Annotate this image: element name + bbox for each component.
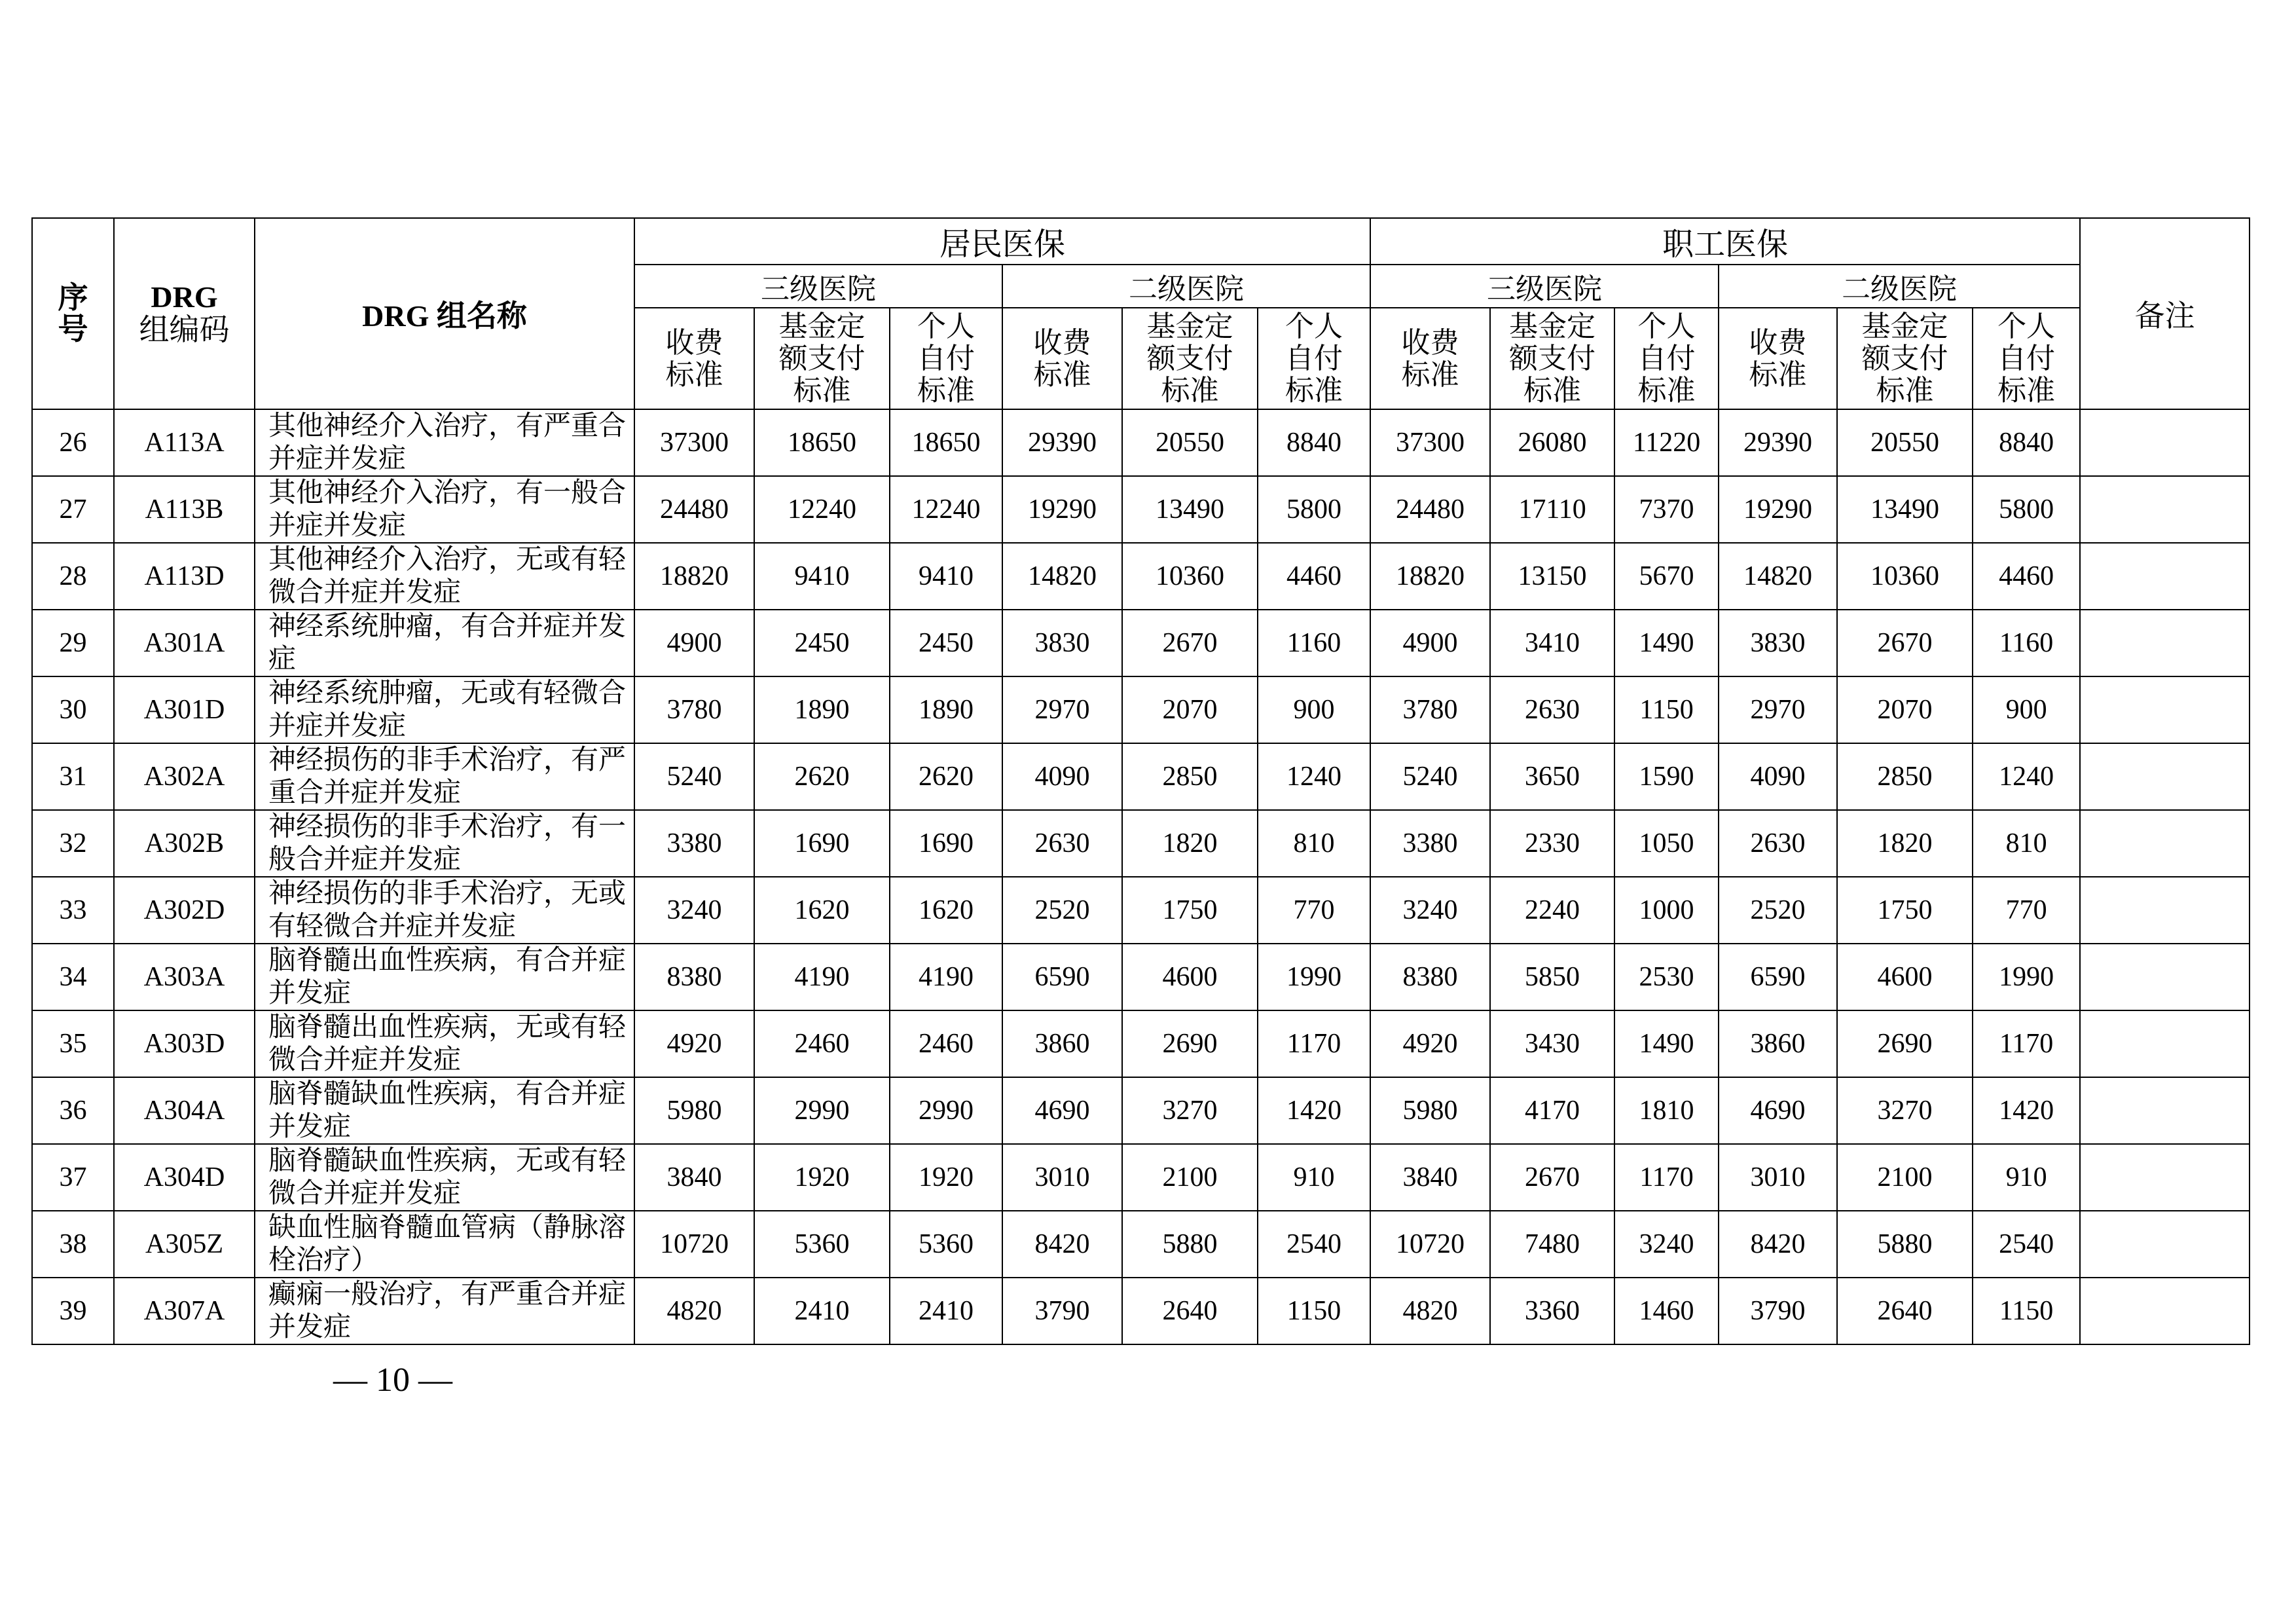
- cell-drg-code: A301A: [114, 610, 255, 676]
- cell-employee-tertiary-fee: 10720: [1370, 1211, 1490, 1278]
- table-row: [32, 1278, 2250, 1344]
- cell-resident-tertiary-fund: 1920: [754, 1144, 890, 1211]
- col-header-fee: 收费标准: [634, 308, 754, 409]
- cell-employee-tertiary-fund: 2330: [1490, 810, 1614, 877]
- cell-resident-secondary-fund: 2850: [1122, 743, 1258, 810]
- cell-resident-tertiary-fund: 1620: [754, 877, 890, 944]
- col-header-self-pay: 个人自付标准: [890, 308, 1002, 409]
- cell-drg-code: A113A: [114, 409, 255, 476]
- cell-drg-code: A307A: [114, 1278, 255, 1344]
- cell-employee-tertiary-self-pay: 1460: [1614, 1278, 1719, 1344]
- cell-seq: 32: [32, 810, 114, 877]
- cell-resident-secondary-self-pay: 2540: [1258, 1211, 1370, 1278]
- cell-drg-code: A302B: [114, 810, 255, 877]
- cell-employee-tertiary-fee: 4920: [1370, 1010, 1490, 1077]
- col-header-drg-code-line2: 组编码: [139, 313, 230, 346]
- cell-seq: 35: [32, 1010, 114, 1077]
- cell-seq: 30: [32, 676, 114, 743]
- cell-drg-name: 脑脊髓出血性疾病，有合并症并发症: [255, 944, 634, 1010]
- cell-seq: 36: [32, 1077, 114, 1144]
- col-header-fund: 基金定额支付标准: [1122, 308, 1258, 409]
- cell-resident-tertiary-fee: 24480: [634, 476, 754, 543]
- cell-employee-secondary-fund: 3270: [1837, 1077, 1973, 1144]
- cell-resident-secondary-self-pay: 1990: [1258, 944, 1370, 1010]
- table-row: [32, 610, 2250, 676]
- cell-resident-tertiary-fund: 2990: [754, 1077, 890, 1144]
- cell-resident-tertiary-self-pay: 1890: [890, 676, 1002, 743]
- cell-resident-tertiary-fee: 4820: [634, 1278, 754, 1344]
- cell-remark: [2080, 543, 2250, 610]
- cell-employee-secondary-self-pay: 2540: [1973, 1211, 2080, 1278]
- cell-drg-code: A304D: [114, 1144, 255, 1211]
- cell-resident-secondary-fund: 5880: [1122, 1211, 1258, 1278]
- cell-employee-tertiary-self-pay: 1590: [1614, 743, 1719, 810]
- cell-resident-secondary-self-pay: 1420: [1258, 1077, 1370, 1144]
- cell-resident-secondary-self-pay: 910: [1258, 1144, 1370, 1211]
- cell-employee-secondary-fee: 14820: [1719, 543, 1837, 610]
- cell-resident-tertiary-self-pay: 2620: [890, 743, 1002, 810]
- cell-resident-secondary-self-pay: 810: [1258, 810, 1370, 877]
- cell-employee-secondary-fee: 3830: [1719, 610, 1837, 676]
- cell-resident-tertiary-fee: 18820: [634, 543, 754, 610]
- cell-drg-code: A304A: [114, 1077, 255, 1144]
- cell-resident-tertiary-self-pay: 1920: [890, 1144, 1002, 1211]
- cell-resident-secondary-fund: 3270: [1122, 1077, 1258, 1144]
- cell-resident-secondary-self-pay: 8840: [1258, 409, 1370, 476]
- cell-employee-secondary-fee: 29390: [1719, 409, 1837, 476]
- cell-employee-tertiary-fee: 4820: [1370, 1278, 1490, 1344]
- cell-employee-secondary-fee: 2520: [1719, 877, 1837, 944]
- cell-employee-secondary-self-pay: 4460: [1973, 543, 2080, 610]
- cell-resident-tertiary-fund: 2460: [754, 1010, 890, 1077]
- cell-employee-secondary-fund: 20550: [1837, 409, 1973, 476]
- group-header-resident: 居民医保: [634, 218, 1370, 265]
- cell-drg-name: 脑脊髓缺血性疾病，无或有轻微合并症并发症: [255, 1144, 634, 1211]
- cell-drg-name: 脑脊髓出血性疾病，无或有轻微合并症并发症: [255, 1010, 634, 1077]
- cell-employee-secondary-fund: 5880: [1837, 1211, 1973, 1278]
- cell-resident-tertiary-fund: 18650: [754, 409, 890, 476]
- cell-employee-secondary-fund: 10360: [1837, 543, 1973, 610]
- cell-resident-tertiary-fund: 2410: [754, 1278, 890, 1344]
- cell-employee-secondary-self-pay: 1150: [1973, 1278, 2080, 1344]
- col-header-remark: 备注: [2080, 218, 2250, 409]
- cell-seq: 26: [32, 409, 114, 476]
- cell-employee-secondary-self-pay: 810: [1973, 810, 2080, 877]
- cell-employee-secondary-self-pay: 1240: [1973, 743, 2080, 810]
- cell-seq: 34: [32, 944, 114, 1010]
- cell-drg-name: 脑脊髓缺血性疾病，有合并症并发症: [255, 1077, 634, 1144]
- cell-employee-secondary-fee: 8420: [1719, 1211, 1837, 1278]
- cell-employee-secondary-fund: 4600: [1837, 944, 1973, 1010]
- col-header-self-pay: 个人自付标准: [1614, 308, 1719, 409]
- cell-resident-tertiary-fee: 8380: [634, 944, 754, 1010]
- cell-employee-secondary-self-pay: 1990: [1973, 944, 2080, 1010]
- cell-employee-secondary-fee: 2970: [1719, 676, 1837, 743]
- table-row: [32, 877, 2250, 944]
- cell-resident-secondary-fee: 3790: [1002, 1278, 1122, 1344]
- cell-employee-tertiary-fee: 3380: [1370, 810, 1490, 877]
- cell-resident-secondary-fee: 6590: [1002, 944, 1122, 1010]
- cell-employee-tertiary-self-pay: 11220: [1614, 409, 1719, 476]
- cell-employee-secondary-fee: 4690: [1719, 1077, 1837, 1144]
- cell-employee-tertiary-self-pay: 3240: [1614, 1211, 1719, 1278]
- cell-seq: 27: [32, 476, 114, 543]
- table-row: [32, 944, 2250, 1010]
- cell-resident-secondary-fee: 4090: [1002, 743, 1122, 810]
- cell-remark: [2080, 743, 2250, 810]
- cell-employee-tertiary-self-pay: 1490: [1614, 610, 1719, 676]
- table-row: [32, 1077, 2250, 1144]
- cell-seq: 37: [32, 1144, 114, 1211]
- cell-seq: 28: [32, 543, 114, 610]
- cell-employee-tertiary-fund: 4170: [1490, 1077, 1614, 1144]
- cell-employee-secondary-fund: 13490: [1837, 476, 1973, 543]
- cell-employee-secondary-self-pay: 770: [1973, 877, 2080, 944]
- cell-resident-secondary-fee: 19290: [1002, 476, 1122, 543]
- cell-employee-secondary-fee: 3790: [1719, 1278, 1837, 1344]
- col-header-fee: 收费标准: [1002, 308, 1122, 409]
- cell-resident-secondary-fee: 3010: [1002, 1144, 1122, 1211]
- cell-drg-code: A301D: [114, 676, 255, 743]
- col-header-fund: 基金定额支付标准: [1490, 308, 1614, 409]
- cell-employee-tertiary-fee: 5240: [1370, 743, 1490, 810]
- cell-drg-code: A303D: [114, 1010, 255, 1077]
- col-header-seq: 序号: [32, 218, 114, 409]
- cell-employee-secondary-self-pay: 1160: [1973, 610, 2080, 676]
- cell-resident-secondary-fee: 2630: [1002, 810, 1122, 877]
- cell-employee-tertiary-fee: 3780: [1370, 676, 1490, 743]
- cell-employee-secondary-fund: 1820: [1837, 810, 1973, 877]
- cell-resident-tertiary-self-pay: 1620: [890, 877, 1002, 944]
- cell-resident-secondary-self-pay: 1170: [1258, 1010, 1370, 1077]
- cell-employee-secondary-fee: 3860: [1719, 1010, 1837, 1077]
- subgroup-resident-secondary: 二级医院: [1002, 265, 1370, 308]
- cell-employee-tertiary-fee: 4900: [1370, 610, 1490, 676]
- cell-seq: 39: [32, 1278, 114, 1344]
- cell-resident-tertiary-fee: 5980: [634, 1077, 754, 1144]
- cell-drg-name: 神经损伤的非手术治疗，无或有轻微合并症并发症: [255, 877, 634, 944]
- cell-remark: [2080, 676, 2250, 743]
- cell-drg-name: 神经系统肿瘤，有合并症并发症: [255, 610, 634, 676]
- cell-employee-tertiary-self-pay: 1000: [1614, 877, 1719, 944]
- table-row: [32, 476, 2250, 543]
- cell-remark: [2080, 476, 2250, 543]
- cell-drg-code: A113D: [114, 543, 255, 610]
- col-header-fund: 基金定额支付标准: [1837, 308, 1973, 409]
- cell-drg-code: A303A: [114, 944, 255, 1010]
- cell-resident-tertiary-fund: 1890: [754, 676, 890, 743]
- cell-resident-secondary-fund: 2670: [1122, 610, 1258, 676]
- table-row: [32, 1010, 2250, 1077]
- cell-resident-tertiary-fee: 3780: [634, 676, 754, 743]
- cell-seq: 33: [32, 877, 114, 944]
- cell-employee-secondary-self-pay: 5800: [1973, 476, 2080, 543]
- cell-employee-tertiary-fund: 2240: [1490, 877, 1614, 944]
- cell-seq: 31: [32, 743, 114, 810]
- cell-drg-name: 其他神经介入治疗，无或有轻微合并症并发症: [255, 543, 634, 610]
- table-header: [32, 218, 2250, 409]
- cell-resident-tertiary-fee: 4920: [634, 1010, 754, 1077]
- cell-employee-tertiary-fund: 13150: [1490, 543, 1614, 610]
- cell-resident-tertiary-fund: 4190: [754, 944, 890, 1010]
- cell-employee-tertiary-self-pay: 5670: [1614, 543, 1719, 610]
- cell-resident-secondary-fund: 2070: [1122, 676, 1258, 743]
- cell-employee-secondary-fee: 3010: [1719, 1144, 1837, 1211]
- cell-resident-secondary-fee: 3830: [1002, 610, 1122, 676]
- cell-employee-secondary-fee: 2630: [1719, 810, 1837, 877]
- cell-resident-tertiary-fee: 3380: [634, 810, 754, 877]
- cell-resident-tertiary-fund: 12240: [754, 476, 890, 543]
- cell-resident-secondary-fund: 2640: [1122, 1278, 1258, 1344]
- cell-employee-tertiary-fund: 3360: [1490, 1278, 1614, 1344]
- cell-drg-name: 其他神经介入治疗，有一般合并症并发症: [255, 476, 634, 543]
- table-row: [32, 409, 2250, 476]
- page-number: — 10 —: [333, 1361, 452, 1399]
- cell-drg-code: A302A: [114, 743, 255, 810]
- cell-resident-tertiary-fee: 5240: [634, 743, 754, 810]
- cell-resident-tertiary-self-pay: 2450: [890, 610, 1002, 676]
- cell-employee-secondary-self-pay: 1170: [1973, 1010, 2080, 1077]
- cell-employee-tertiary-self-pay: 1810: [1614, 1077, 1719, 1144]
- cell-employee-tertiary-fee: 24480: [1370, 476, 1490, 543]
- cell-employee-tertiary-fee: 18820: [1370, 543, 1490, 610]
- cell-drg-name: 癫痫一般治疗，有严重合并症并发症: [255, 1278, 634, 1344]
- col-header-self-pay: 个人自付标准: [1973, 308, 2080, 409]
- cell-employee-secondary-fund: 2640: [1837, 1278, 1973, 1344]
- cell-employee-secondary-self-pay: 910: [1973, 1144, 2080, 1211]
- cell-employee-tertiary-fund: 26080: [1490, 409, 1614, 476]
- cell-resident-tertiary-self-pay: 2460: [890, 1010, 1002, 1077]
- cell-resident-secondary-fee: 8420: [1002, 1211, 1122, 1278]
- cell-remark: [2080, 1278, 2250, 1344]
- cell-remark: [2080, 1144, 2250, 1211]
- cell-resident-tertiary-fund: 1690: [754, 810, 890, 877]
- cell-resident-tertiary-fee: 4900: [634, 610, 754, 676]
- cell-employee-secondary-fund: 2070: [1837, 676, 1973, 743]
- col-header-self-pay: 个人自付标准: [1258, 308, 1370, 409]
- cell-resident-secondary-fee: 2970: [1002, 676, 1122, 743]
- cell-employee-secondary-fund: 2690: [1837, 1010, 1973, 1077]
- subgroup-resident-tertiary: 三级医院: [634, 265, 1002, 308]
- cell-resident-tertiary-fund: 2450: [754, 610, 890, 676]
- cell-drg-name: 其他神经介入治疗，有严重合并症并发症: [255, 409, 634, 476]
- cell-resident-secondary-fund: 1820: [1122, 810, 1258, 877]
- cell-remark: [2080, 1211, 2250, 1278]
- cell-drg-name: 缺血性脑脊髓血管病（静脉溶栓治疗）: [255, 1211, 634, 1278]
- cell-remark: [2080, 610, 2250, 676]
- cell-employee-secondary-fee: 19290: [1719, 476, 1837, 543]
- cell-employee-tertiary-fee: 3240: [1370, 877, 1490, 944]
- table-row: [32, 676, 2250, 743]
- table-row: [32, 743, 2250, 810]
- cell-resident-tertiary-self-pay: 1690: [890, 810, 1002, 877]
- cell-drg-code: A305Z: [114, 1211, 255, 1278]
- cell-resident-secondary-fee: 4690: [1002, 1077, 1122, 1144]
- cell-remark: [2080, 409, 2250, 476]
- cell-resident-secondary-fee: 3860: [1002, 1010, 1122, 1077]
- cell-resident-tertiary-self-pay: 2990: [890, 1077, 1002, 1144]
- cell-drg-code: A302D: [114, 877, 255, 944]
- table-row: [32, 543, 2250, 610]
- table-row: [32, 1144, 2250, 1211]
- table-body: [32, 409, 2250, 1344]
- cell-employee-tertiary-fund: 3650: [1490, 743, 1614, 810]
- cell-drg-code: A113B: [114, 476, 255, 543]
- cell-resident-secondary-self-pay: 5800: [1258, 476, 1370, 543]
- cell-employee-secondary-self-pay: 900: [1973, 676, 2080, 743]
- cell-remark: [2080, 1010, 2250, 1077]
- cell-resident-secondary-fund: 10360: [1122, 543, 1258, 610]
- cell-employee-secondary-self-pay: 8840: [1973, 409, 2080, 476]
- cell-resident-tertiary-fund: 9410: [754, 543, 890, 610]
- cell-resident-tertiary-fund: 2620: [754, 743, 890, 810]
- cell-employee-secondary-fee: 6590: [1719, 944, 1837, 1010]
- cell-employee-tertiary-self-pay: 2530: [1614, 944, 1719, 1010]
- cell-remark: [2080, 1077, 2250, 1144]
- cell-employee-tertiary-fee: 3840: [1370, 1144, 1490, 1211]
- cell-remark: [2080, 877, 2250, 944]
- col-header-drg-code: [114, 218, 255, 409]
- table-row: [32, 1211, 2250, 1278]
- table-row: [32, 810, 2250, 877]
- col-header-drg-name: DRG 组名称: [255, 218, 634, 409]
- cell-employee-tertiary-fund: 17110: [1490, 476, 1614, 543]
- cell-resident-secondary-self-pay: 1240: [1258, 743, 1370, 810]
- cell-resident-tertiary-self-pay: 12240: [890, 476, 1002, 543]
- cell-employee-tertiary-self-pay: 1490: [1614, 1010, 1719, 1077]
- cell-employee-secondary-fund: 2670: [1837, 610, 1973, 676]
- cell-resident-tertiary-fund: 5360: [754, 1211, 890, 1278]
- cell-drg-name: 神经系统肿瘤，无或有轻微合并症并发症: [255, 676, 634, 743]
- cell-resident-secondary-fund: 4600: [1122, 944, 1258, 1010]
- cell-employee-tertiary-fee: 8380: [1370, 944, 1490, 1010]
- col-header-fee: 收费标准: [1370, 308, 1490, 409]
- subgroup-employee-secondary: 二级医院: [1719, 265, 2080, 308]
- cell-employee-tertiary-self-pay: 1150: [1614, 676, 1719, 743]
- cell-resident-tertiary-self-pay: 5360: [890, 1211, 1002, 1278]
- group-header-employee: 职工医保: [1370, 218, 2080, 265]
- cell-seq: 29: [32, 610, 114, 676]
- col-header-drg-code-line1: DRG: [151, 280, 218, 314]
- cell-drg-name: 神经损伤的非手术治疗，有严重合并症并发症: [255, 743, 634, 810]
- cell-resident-secondary-self-pay: 1160: [1258, 610, 1370, 676]
- cell-employee-tertiary-self-pay: 1050: [1614, 810, 1719, 877]
- cell-resident-tertiary-self-pay: 4190: [890, 944, 1002, 1010]
- cell-employee-tertiary-fund: 2630: [1490, 676, 1614, 743]
- cell-employee-tertiary-fee: 5980: [1370, 1077, 1490, 1144]
- cell-resident-secondary-fund: 2690: [1122, 1010, 1258, 1077]
- cell-resident-tertiary-self-pay: 18650: [890, 409, 1002, 476]
- cell-resident-tertiary-self-pay: 9410: [890, 543, 1002, 610]
- cell-employee-secondary-self-pay: 1420: [1973, 1077, 2080, 1144]
- col-header-fund: 基金定额支付标准: [754, 308, 890, 409]
- cell-resident-secondary-fee: 14820: [1002, 543, 1122, 610]
- cell-employee-secondary-fund: 2100: [1837, 1144, 1973, 1211]
- subgroup-employee-tertiary: 三级医院: [1370, 265, 1719, 308]
- cell-resident-secondary-self-pay: 4460: [1258, 543, 1370, 610]
- cell-resident-secondary-fund: 20550: [1122, 409, 1258, 476]
- drg-payment-table: [31, 217, 2250, 1345]
- cell-resident-tertiary-fee: 3240: [634, 877, 754, 944]
- cell-employee-secondary-fund: 2850: [1837, 743, 1973, 810]
- cell-employee-tertiary-fund: 5850: [1490, 944, 1614, 1010]
- cell-resident-secondary-self-pay: 770: [1258, 877, 1370, 944]
- cell-resident-secondary-fee: 2520: [1002, 877, 1122, 944]
- cell-seq: 38: [32, 1211, 114, 1278]
- cell-employee-secondary-fee: 4090: [1719, 743, 1837, 810]
- cell-employee-tertiary-fund: 2670: [1490, 1144, 1614, 1211]
- cell-resident-secondary-self-pay: 1150: [1258, 1278, 1370, 1344]
- cell-remark: [2080, 810, 2250, 877]
- cell-resident-tertiary-fee: 37300: [634, 409, 754, 476]
- cell-employee-tertiary-fee: 37300: [1370, 409, 1490, 476]
- cell-employee-tertiary-fund: 3410: [1490, 610, 1614, 676]
- cell-resident-secondary-fund: 13490: [1122, 476, 1258, 543]
- cell-resident-secondary-fund: 2100: [1122, 1144, 1258, 1211]
- cell-resident-secondary-fund: 1750: [1122, 877, 1258, 944]
- cell-resident-tertiary-fee: 10720: [634, 1211, 754, 1278]
- cell-resident-secondary-self-pay: 900: [1258, 676, 1370, 743]
- cell-resident-tertiary-fee: 3840: [634, 1144, 754, 1211]
- cell-remark: [2080, 944, 2250, 1010]
- cell-resident-tertiary-self-pay: 2410: [890, 1278, 1002, 1344]
- cell-employee-tertiary-fund: 3430: [1490, 1010, 1614, 1077]
- cell-employee-tertiary-self-pay: 7370: [1614, 476, 1719, 543]
- cell-employee-secondary-fund: 1750: [1837, 877, 1973, 944]
- cell-resident-secondary-fee: 29390: [1002, 409, 1122, 476]
- cell-drg-name: 神经损伤的非手术治疗，有一般合并症并发症: [255, 810, 634, 877]
- cell-employee-tertiary-self-pay: 1170: [1614, 1144, 1719, 1211]
- col-header-fee: 收费标准: [1719, 308, 1837, 409]
- cell-employee-tertiary-fund: 7480: [1490, 1211, 1614, 1278]
